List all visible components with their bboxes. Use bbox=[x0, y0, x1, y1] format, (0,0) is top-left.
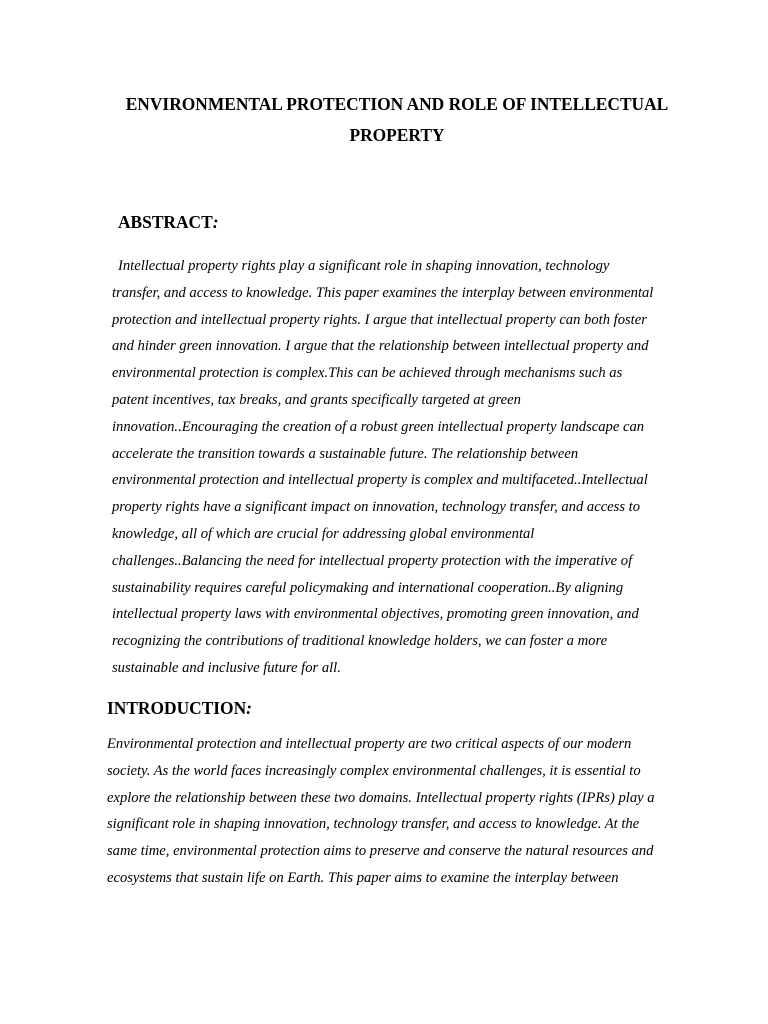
abstract-heading-text: ABSTRACT bbox=[118, 212, 213, 232]
paragraph-line: innovation..Encouraging the creation of a robust green intellectual property landscape can bbox=[112, 418, 645, 435]
paragraph-line: knowledge, all of which are crucial for addressing global environmental bbox=[112, 525, 535, 542]
paragraph-line: sustainability requires careful policymaking and international cooperation..By aligning bbox=[112, 579, 624, 596]
paragraph-line: and hinder green innovation. I argue that the relationship between intellectual property and bbox=[112, 338, 649, 355]
paragraph-line: patent incentives, tax breaks, and grants specifically targeted at green bbox=[112, 391, 521, 408]
introduction-heading bbox=[107, 696, 252, 720]
paragraph-line: environmental protection is complex.This can be achieved through mechanisms such as bbox=[112, 365, 623, 382]
paragraph-line: society. As the world faces increasingly complex environmental challenges, it is essential to bbox=[107, 762, 641, 779]
abstract-heading bbox=[118, 210, 219, 234]
paragraph-line: Environmental protection and intellectual property are two critical aspects of our modern bbox=[107, 736, 632, 752]
paragraph-line: challenges..Balancing the need for intellectual property protection with the imperative of bbox=[112, 552, 633, 569]
paragraph-line: intellectual property laws with environmental objectives, promoting green innovation, and bbox=[112, 606, 639, 623]
introduction-heading-text: INTRODUCTION bbox=[107, 698, 247, 718]
paragraph-line: explore the relationship between these two domains. Intellectual property rights (IPRs) play a bbox=[107, 789, 655, 806]
paragraph-line: recognizing the contributions of traditional knowledge holders, we can foster a more bbox=[112, 633, 608, 650]
paragraph-line: sustainable and inclusive future for all. bbox=[112, 659, 341, 676]
paragraph-line: property rights have a significant impact on innovation, technology transfer, and access to bbox=[112, 499, 641, 516]
paragraph-line: protection and intellectual property rights. I argue that intellectual property can both foster bbox=[112, 311, 647, 328]
document-title bbox=[112, 89, 682, 151]
introduction-heading-colon: : bbox=[246, 698, 252, 718]
abstract-heading-colon: : bbox=[212, 212, 219, 232]
paragraph-line bbox=[112, 253, 676, 280]
paragraph-line: same time, environmental protection aims to preserve and conserve the natural resources and bbox=[107, 843, 654, 860]
title-line: PROPERTY bbox=[349, 125, 445, 145]
paragraph-line: transfer, and access to knowledge. This paper examines the interplay between environmental bbox=[112, 284, 654, 301]
paragraph-line: accelerate the transition towards a sustainable future. The relationship between bbox=[112, 445, 579, 462]
title-line: ENVIRONMENTAL PROTECTION AND ROLE OF INTELLECTUAL bbox=[125, 94, 669, 114]
paragraph-line-text: Intellectual property rights play a significant role in shaping innovation, technology bbox=[118, 258, 610, 274]
introduction-paragraph bbox=[107, 731, 679, 892]
paragraph-line: environmental protection and intellectual property is complex and multifaceted..Intellectual bbox=[112, 472, 648, 489]
paragraph-line: ecosystems that sustain life on Earth. This paper aims to examine the interplay between bbox=[107, 869, 619, 886]
abstract-paragraph bbox=[112, 253, 676, 682]
paragraph-line: significant role in shaping innovation, technology transfer, and access to knowledge. At the bbox=[107, 816, 640, 833]
